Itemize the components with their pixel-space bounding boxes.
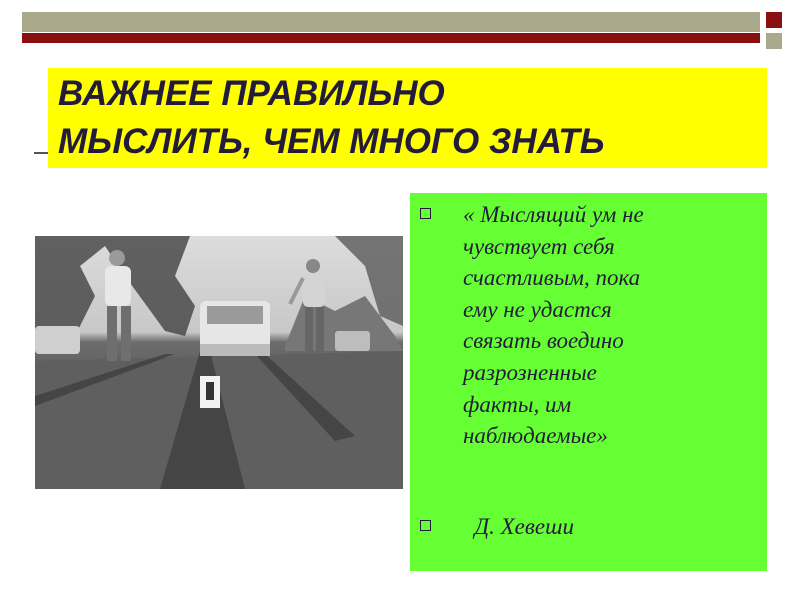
quote-list-item (420, 199, 750, 459)
decor-corner-box (766, 33, 782, 49)
slide-title: ВАЖНЕЕ ПРАВИЛЬНО МЫСЛИТЬ, ЧЕМ МНОГО ЗНАТЬ (58, 74, 605, 161)
quote-author: Д. Хевеши (463, 514, 574, 539)
decor-top-line (22, 33, 760, 43)
quote-text: « Мыслящий ум не чувствует себя счастливым, пока ему не удастся связать воедино разрозненные факты, им наблюдаемые» (463, 202, 644, 449)
decor-top-bar (22, 12, 760, 32)
square-bullet-icon (420, 520, 431, 531)
street-photo (35, 236, 403, 489)
decor-corner-box (766, 12, 782, 28)
title-dash (34, 152, 48, 154)
square-bullet-icon (420, 208, 431, 219)
author-list-item (420, 511, 750, 545)
